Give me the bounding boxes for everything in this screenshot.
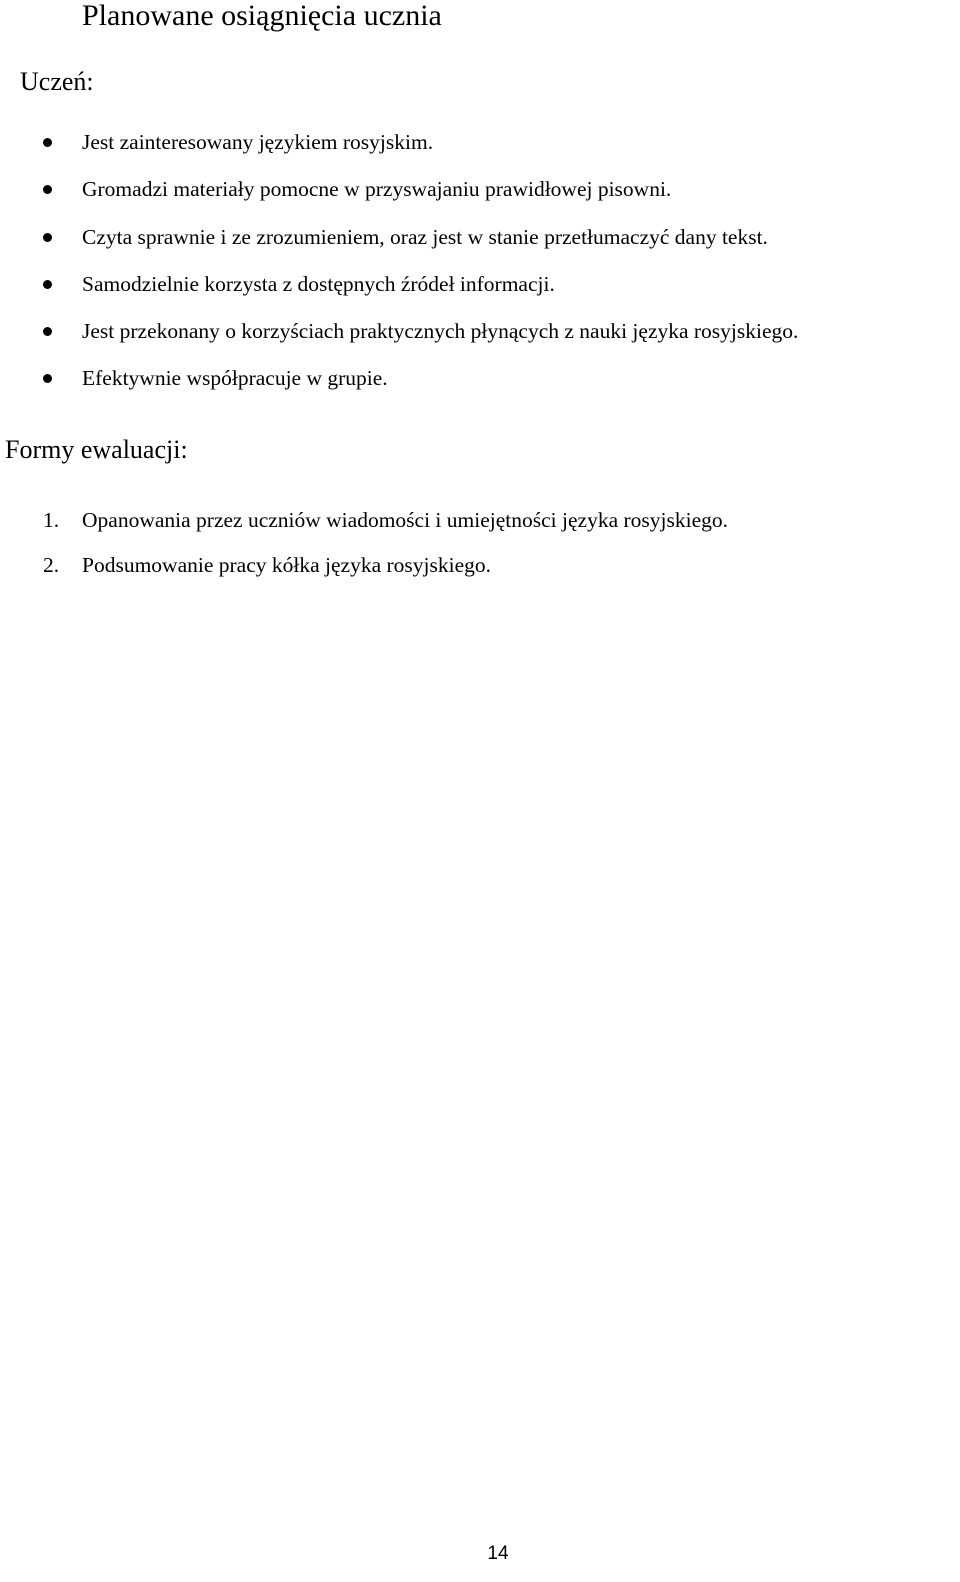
bullet-icon bbox=[43, 138, 52, 147]
list-item bbox=[0, 549, 960, 594]
bullet-icon bbox=[43, 374, 52, 383]
list-item-text: Jest przekonany o korzyściach praktycznych płynących z nauki języka rosyjskiego. bbox=[82, 319, 799, 344]
bullet-icon bbox=[43, 185, 52, 194]
list-item-text: Opanowania przez uczniów wiadomości i umiejętności języka rosyjskiego. bbox=[82, 508, 728, 532]
list-item-text: Efektywnie współpracuje w grupie. bbox=[82, 366, 388, 391]
student-heading: Uczeń: bbox=[20, 67, 94, 96]
list-item bbox=[0, 504, 960, 549]
document-title: Planowane osiągnięcia ucznia bbox=[82, 0, 442, 32]
list-item bbox=[0, 362, 960, 409]
list-item-text: Czyta sprawnie i ze zrozumieniem, oraz jest w stanie przetłumaczyć dany tekst. bbox=[82, 224, 768, 249]
bullet-icon bbox=[43, 327, 52, 336]
list-item bbox=[0, 173, 960, 220]
evaluation-heading: Formy ewaluacji: bbox=[5, 435, 188, 464]
list-item-text: Samodzielnie korzysta z dostępnych źródeł informacji. bbox=[82, 271, 555, 296]
list-item-text: Gromadzi materiały pomocne w przyswajaniu prawidłowej pisowni. bbox=[82, 177, 672, 202]
list-item bbox=[0, 268, 960, 315]
list-item bbox=[0, 221, 960, 268]
evaluation-list bbox=[0, 504, 960, 594]
list-item-number: 2. bbox=[43, 553, 60, 577]
bullet-icon bbox=[43, 233, 52, 242]
list-item bbox=[0, 126, 960, 173]
list-item-text: Podsumowanie pracy kółka języka rosyjskiego. bbox=[82, 553, 492, 577]
list-item-text: Jest zainteresowany językiem rosyjskim. bbox=[82, 130, 434, 154]
achievements-list bbox=[0, 126, 960, 410]
bullet-icon bbox=[43, 280, 52, 289]
page-number: 14 bbox=[487, 1543, 509, 1564]
list-item-number: 1. bbox=[43, 508, 60, 532]
list-item bbox=[0, 315, 960, 362]
